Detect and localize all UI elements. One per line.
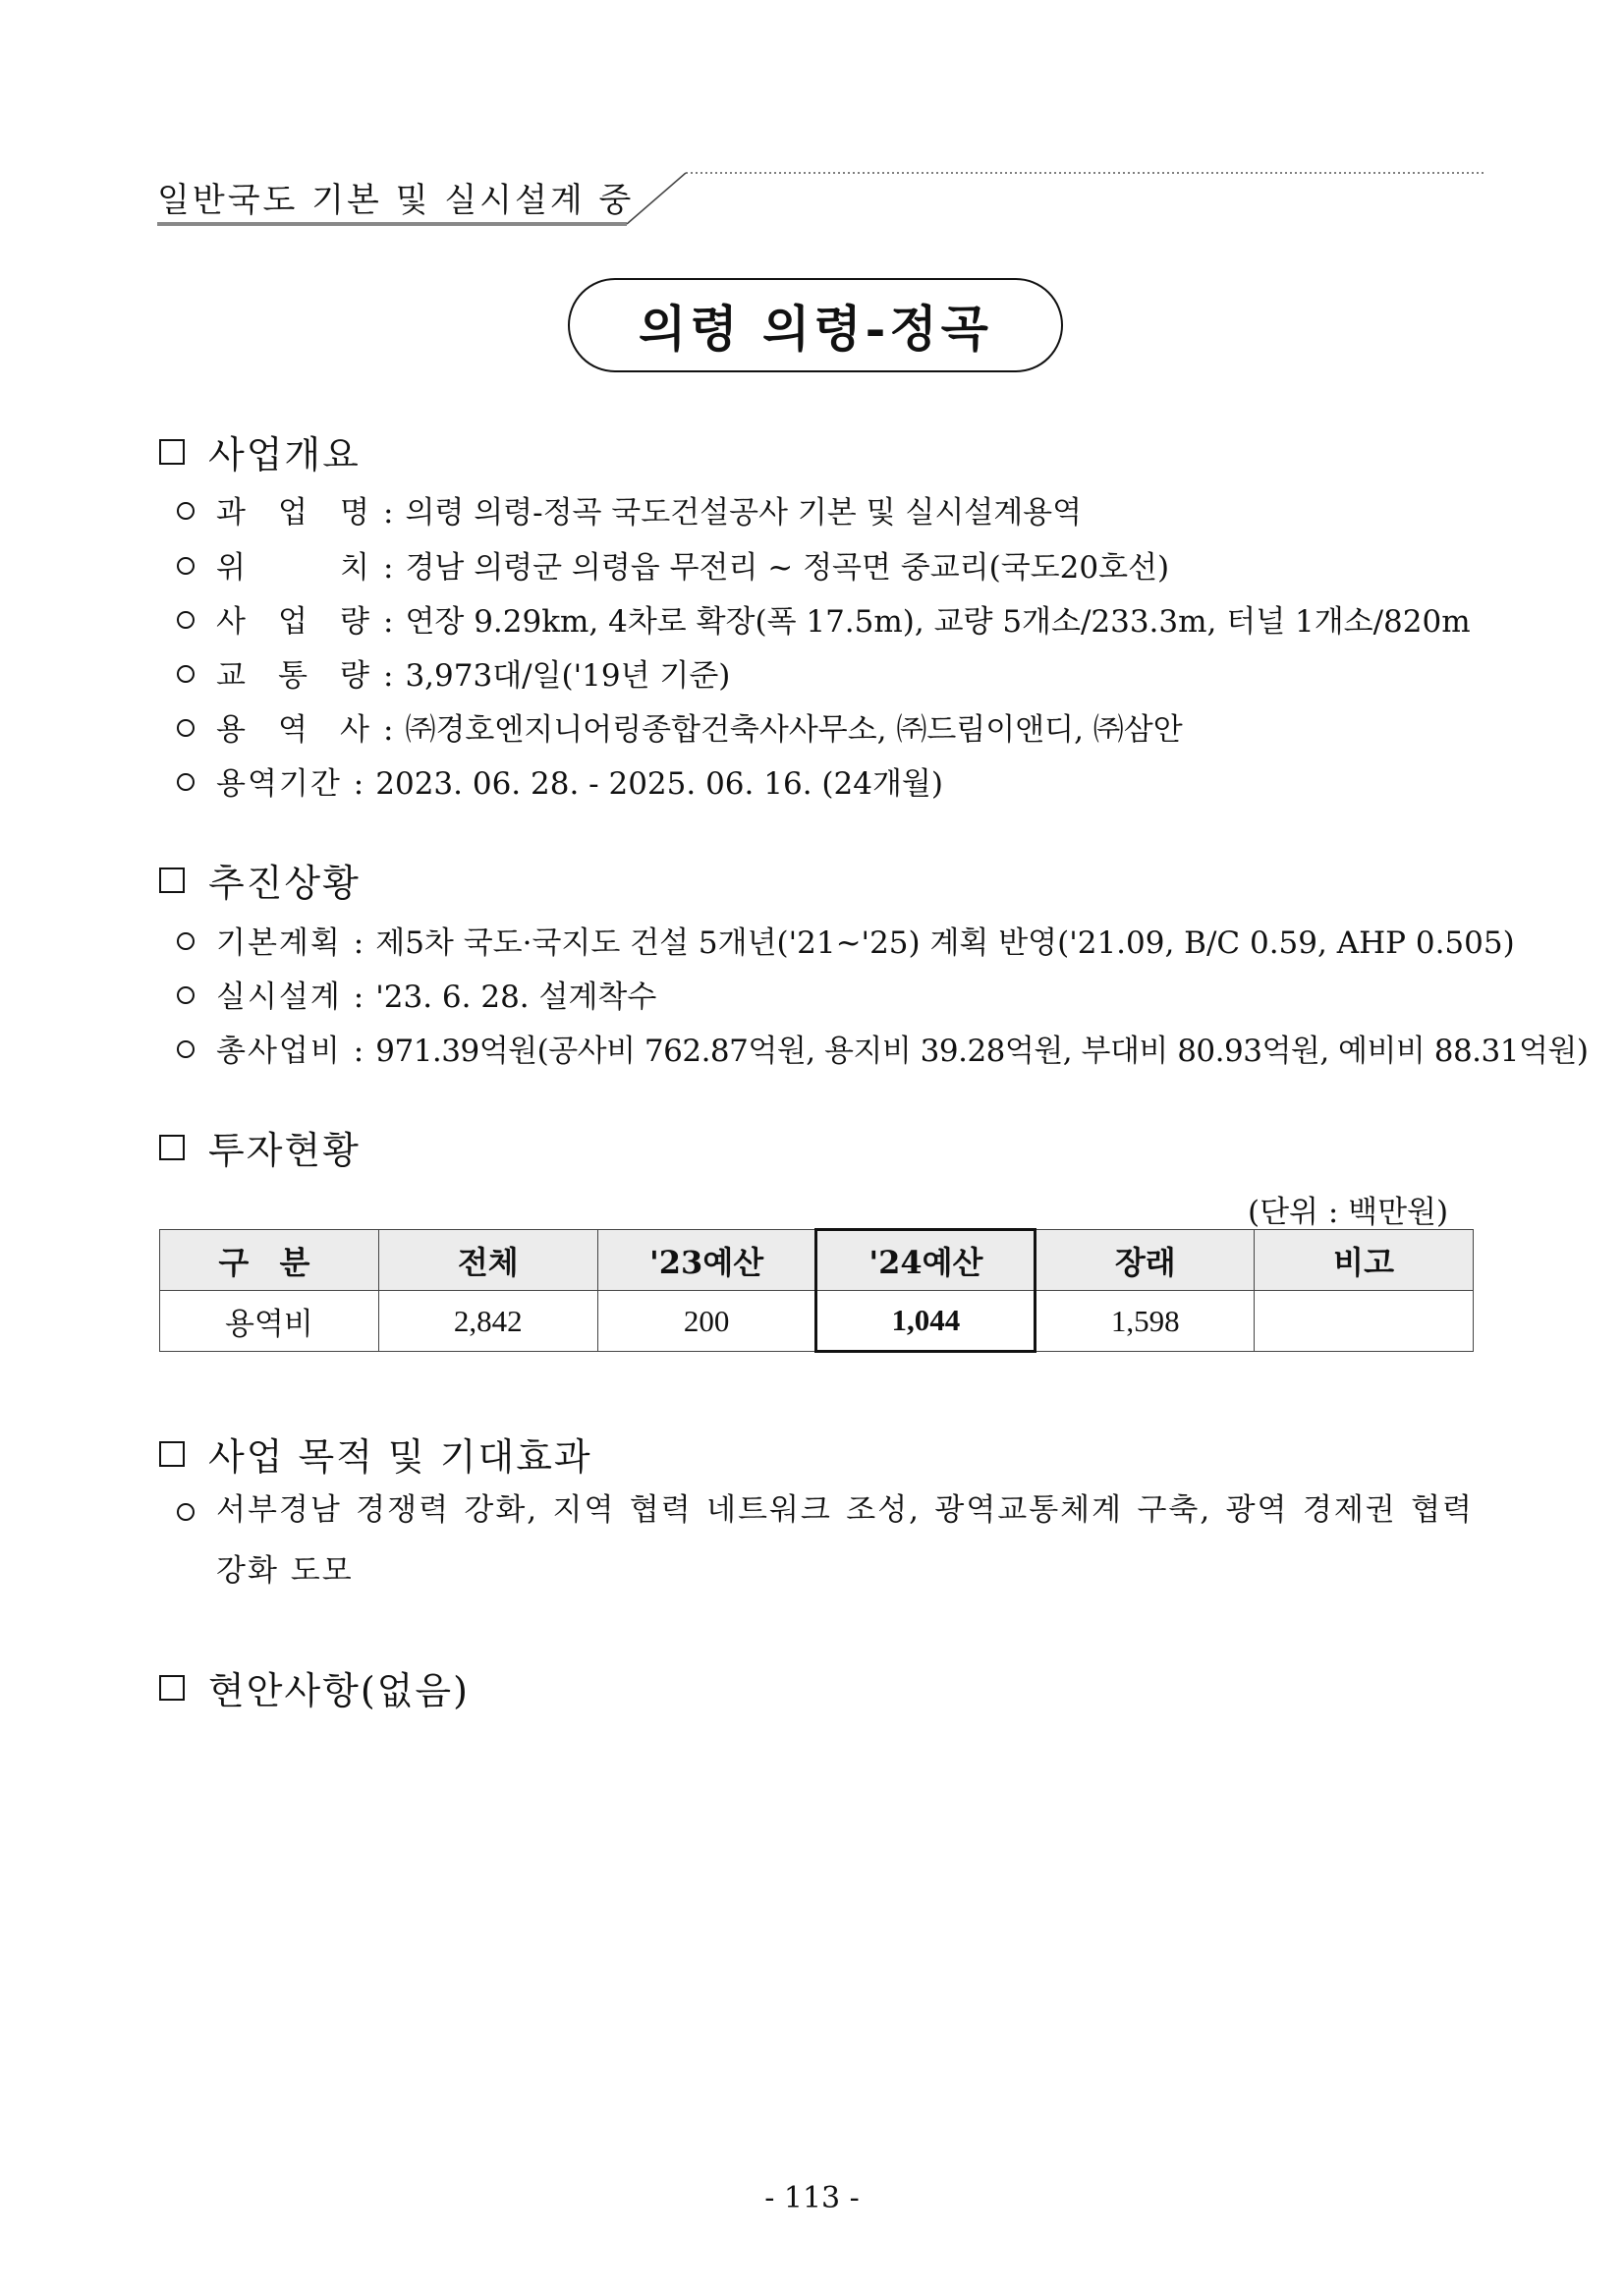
section-purpose — [159, 1427, 592, 1481]
investment-table — [159, 1228, 1474, 1353]
section-title: 사업 목적 및 기대효과 — [208, 1435, 592, 1479]
item-value: 971.39억원(공사비 762.87억원, 용지비 39.28억원, 부대비 80.93억원, 예비비 88.31억원) — [375, 1034, 1589, 1069]
checkbox-square-icon — [159, 1441, 185, 1467]
circle-bullet-icon — [177, 719, 195, 737]
header-text: 일반국도 기본 및 실시설계 중 — [157, 181, 635, 220]
item-label: 사 업 량 — [216, 604, 371, 640]
progress-item-basic-plan: 기본계획 : 제5차 국도·국지도 건설 5개년('21~'25) 계획 반영('21.09, B/C 0.59, AHP 0.505) — [177, 918, 1515, 962]
header-future: 장래 — [1036, 1230, 1255, 1291]
header-budget-2024: '24예산 — [816, 1230, 1036, 1291]
header-rule — [157, 169, 1484, 228]
overview-item-location: 위 치 : 경남 의령군 의령읍 무전리 ~ 정곡면 중교리(국도20호선) — [177, 542, 1169, 587]
circle-bullet-icon — [177, 932, 195, 950]
checkbox-square-icon — [159, 868, 185, 893]
page-title: 의령 의령-정곡 — [639, 300, 992, 358]
circle-bullet-icon — [177, 665, 195, 683]
section-investment — [159, 1120, 361, 1174]
circle-bullet-icon — [177, 1503, 195, 1521]
item-value: 의령 의령-정곡 국도건설공사 기본 및 실시설계용역 — [405, 495, 1083, 531]
circle-bullet-icon — [177, 611, 195, 629]
item-value: 연장 9.29km, 4차로 확장(폭 17.5m), 교량 5개소/233.3m, 터널 1개소/820m — [405, 604, 1471, 640]
progress-item-detailed-design: 실시설계 : '23. 6. 28. 설계착수 — [177, 972, 656, 1016]
checkbox-square-icon — [159, 1675, 185, 1701]
circle-bullet-icon — [177, 1040, 195, 1058]
circle-bullet-icon — [177, 986, 195, 1004]
item-label: 용역기간 — [216, 766, 342, 802]
unit-label: (단위 : 백만원) — [1248, 1195, 1449, 1230]
item-value: '23. 6. 28. 설계착수 — [375, 980, 657, 1015]
item-value: 3,973대/일('19년 기준) — [405, 658, 731, 694]
header-remarks: 비고 — [1255, 1230, 1474, 1291]
header-category: 구 분 — [160, 1230, 379, 1291]
section-progress — [159, 853, 361, 907]
section-overview — [159, 424, 361, 478]
item-value: ㈜경호엔지니어링종합건축사사무소, ㈜드림이앤디, ㈜삼안 — [405, 712, 1183, 748]
item-label: 용 역 사 — [216, 712, 371, 748]
table-header-row — [160, 1230, 1474, 1291]
progress-item-total-cost: 총사업비 : 971.39억원(공사비 762.87억원, 용지비 39.28억원, 부대비 80.93억원, 예비비 88.31억원) — [177, 1026, 1588, 1070]
overview-item-period: 용역기간 : 2023. 06. 28. - 2025. 06. 16. (24개월) — [177, 758, 943, 803]
table-row — [160, 1291, 1474, 1352]
section-title: 현안사항(없음) — [208, 1669, 470, 1712]
purpose-text: 서부경남 경쟁력 강화, 지역 협력 네트워크 조성, 광역교통체계 구축, 광역 경제권 협력 강화 도모 — [216, 1492, 1474, 1589]
overview-item-contractor: 용 역 사 : ㈜경호엔지니어링종합건축사사무소, ㈜드림이앤디, ㈜삼안 — [177, 704, 1183, 749]
cell-remarks — [1255, 1291, 1474, 1352]
section-title: 투자현황 — [208, 1129, 361, 1172]
cell-category: 용역비 — [160, 1291, 379, 1352]
overview-item-scope: 사 업 량 : 연장 9.29km, 4차로 확장(폭 17.5m), 교량 5개소/233.3m, 터널 1개소/820m — [177, 596, 1471, 641]
circle-bullet-icon — [177, 773, 195, 791]
header-total: 전체 — [378, 1230, 597, 1291]
page-number: - 113 - — [764, 2181, 860, 2215]
purpose-paragraph — [177, 1480, 1474, 1601]
item-value: 경남 의령군 의령읍 무전리 ~ 정곡면 중교리(국도20호선) — [405, 550, 1170, 586]
title-box — [568, 278, 1063, 372]
section-title: 추진상황 — [208, 862, 361, 905]
running-header — [157, 169, 1484, 228]
circle-bullet-icon — [177, 502, 195, 520]
item-label: 과 업 명 — [216, 495, 371, 531]
item-label: 기본계획 — [216, 925, 342, 961]
checkbox-square-icon — [159, 1135, 185, 1160]
item-value: 제5차 국도·국지도 건설 5개년('21~'25) 계획 반영('21.09, B/C 0.59, AHP 0.505) — [375, 925, 1515, 961]
overview-item-traffic: 교 통 량 : 3,973대/일('19년 기준) — [177, 650, 730, 695]
cell-future: 1,598 — [1036, 1291, 1255, 1352]
item-label: 위 치 — [216, 550, 371, 586]
header-budget-2023: '23예산 — [597, 1230, 816, 1291]
item-label: 총사업비 — [216, 1034, 342, 1069]
item-label: 교 통 량 — [216, 658, 371, 694]
cell-budget-2023: 200 — [597, 1291, 816, 1352]
item-label: 실시설계 — [216, 980, 342, 1015]
item-value: 2023. 06. 28. - 2025. 06. 16. (24개월) — [375, 766, 943, 802]
section-title: 사업개요 — [208, 433, 361, 476]
checkbox-square-icon — [159, 439, 185, 465]
cell-total: 2,842 — [378, 1291, 597, 1352]
cell-budget-2024: 1,044 — [816, 1291, 1036, 1352]
overview-item-project-name: 과 업 명 : 의령 의령-정곡 국도건설공사 기본 및 실시설계용역 — [177, 487, 1082, 532]
section-issues — [159, 1660, 470, 1714]
circle-bullet-icon — [177, 557, 195, 575]
